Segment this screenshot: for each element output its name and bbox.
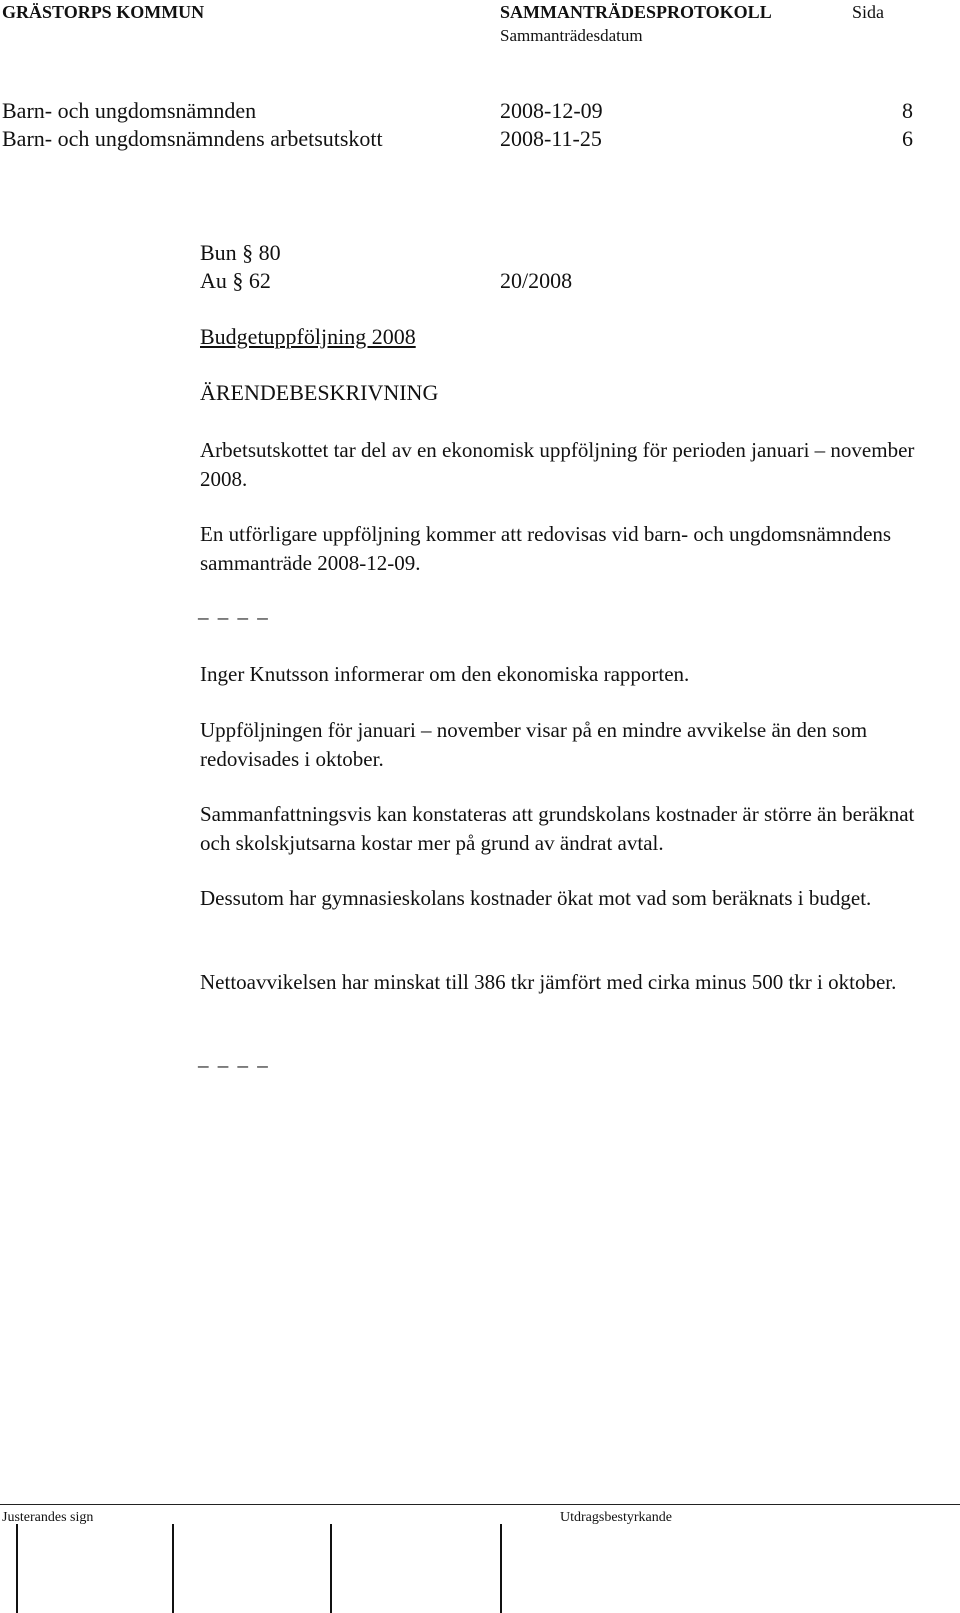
paragraph: Arbetsutskottet tar del av en ekonomisk uppföljning för perioden januari – november 2008. <box>200 438 915 491</box>
body-date: 2008-12-09 <box>500 98 603 123</box>
separator: _ _ _ _ <box>198 598 270 622</box>
justerandes-sign-label: Justerandes sign <box>2 1510 94 1525</box>
document-type: SAMMANTRÄDESPROTOKOLL <box>500 2 772 22</box>
body-name: Barn- och ungdomsnämnden <box>2 98 257 123</box>
utdragsbestyrkande-label: Utdragsbestyrkande <box>560 1510 672 1525</box>
separator: _ _ _ _ <box>198 1046 270 1070</box>
meeting-date-label: Sammanträdesdatum <box>500 26 643 45</box>
au-paragraph-ref: Au § 62 <box>200 268 271 293</box>
body-page: 8 <box>902 98 913 123</box>
case-title: Budgetuppföljning 2008 <box>200 324 416 349</box>
paragraph: Uppföljningen för januari – november visar på en mindre avvikelse än den som redovisades i oktober. <box>200 718 868 771</box>
organization-name: GRÄSTORPS KOMMUN <box>2 2 205 22</box>
bun-paragraph-ref: Bun § 80 <box>200 240 281 265</box>
paragraph: Nettoavvikelsen har minskat till 386 tkr jämfört med cirka minus 500 tkr i oktober. <box>200 970 897 994</box>
signature-box-divider <box>172 1524 174 1613</box>
section-heading: ÄRENDEBESKRIVNING <box>200 380 439 405</box>
page-label: Sida <box>852 2 885 22</box>
case-number: 20/2008 <box>500 268 573 293</box>
paragraph: Sammanfattningsvis kan konstateras att grundskolans kostnader är större än beräknat och skolskjutsarna kostar mer på grund av ändrat avtal. <box>200 802 915 855</box>
body-page: 6 <box>902 126 913 151</box>
signature-box-divider <box>500 1524 502 1613</box>
footer-divider <box>0 1504 960 1505</box>
body-name: Barn- och ungdomsnämndens arbetsutskott <box>2 126 383 151</box>
paragraph: En utförligare uppföljning kommer att redovisas vid barn- och ungdomsnämndens sammanträde 2008-12-09. <box>200 522 892 575</box>
paragraph: Dessutom har gymnasieskolans kostnader ökat mot vad som beräknats i budget. <box>200 886 872 910</box>
signature-box-divider <box>330 1524 332 1613</box>
signature-box-divider <box>16 1524 18 1613</box>
paragraph: Inger Knutsson informerar om den ekonomiska rapporten. <box>200 662 690 686</box>
body-date: 2008-11-25 <box>500 126 602 151</box>
